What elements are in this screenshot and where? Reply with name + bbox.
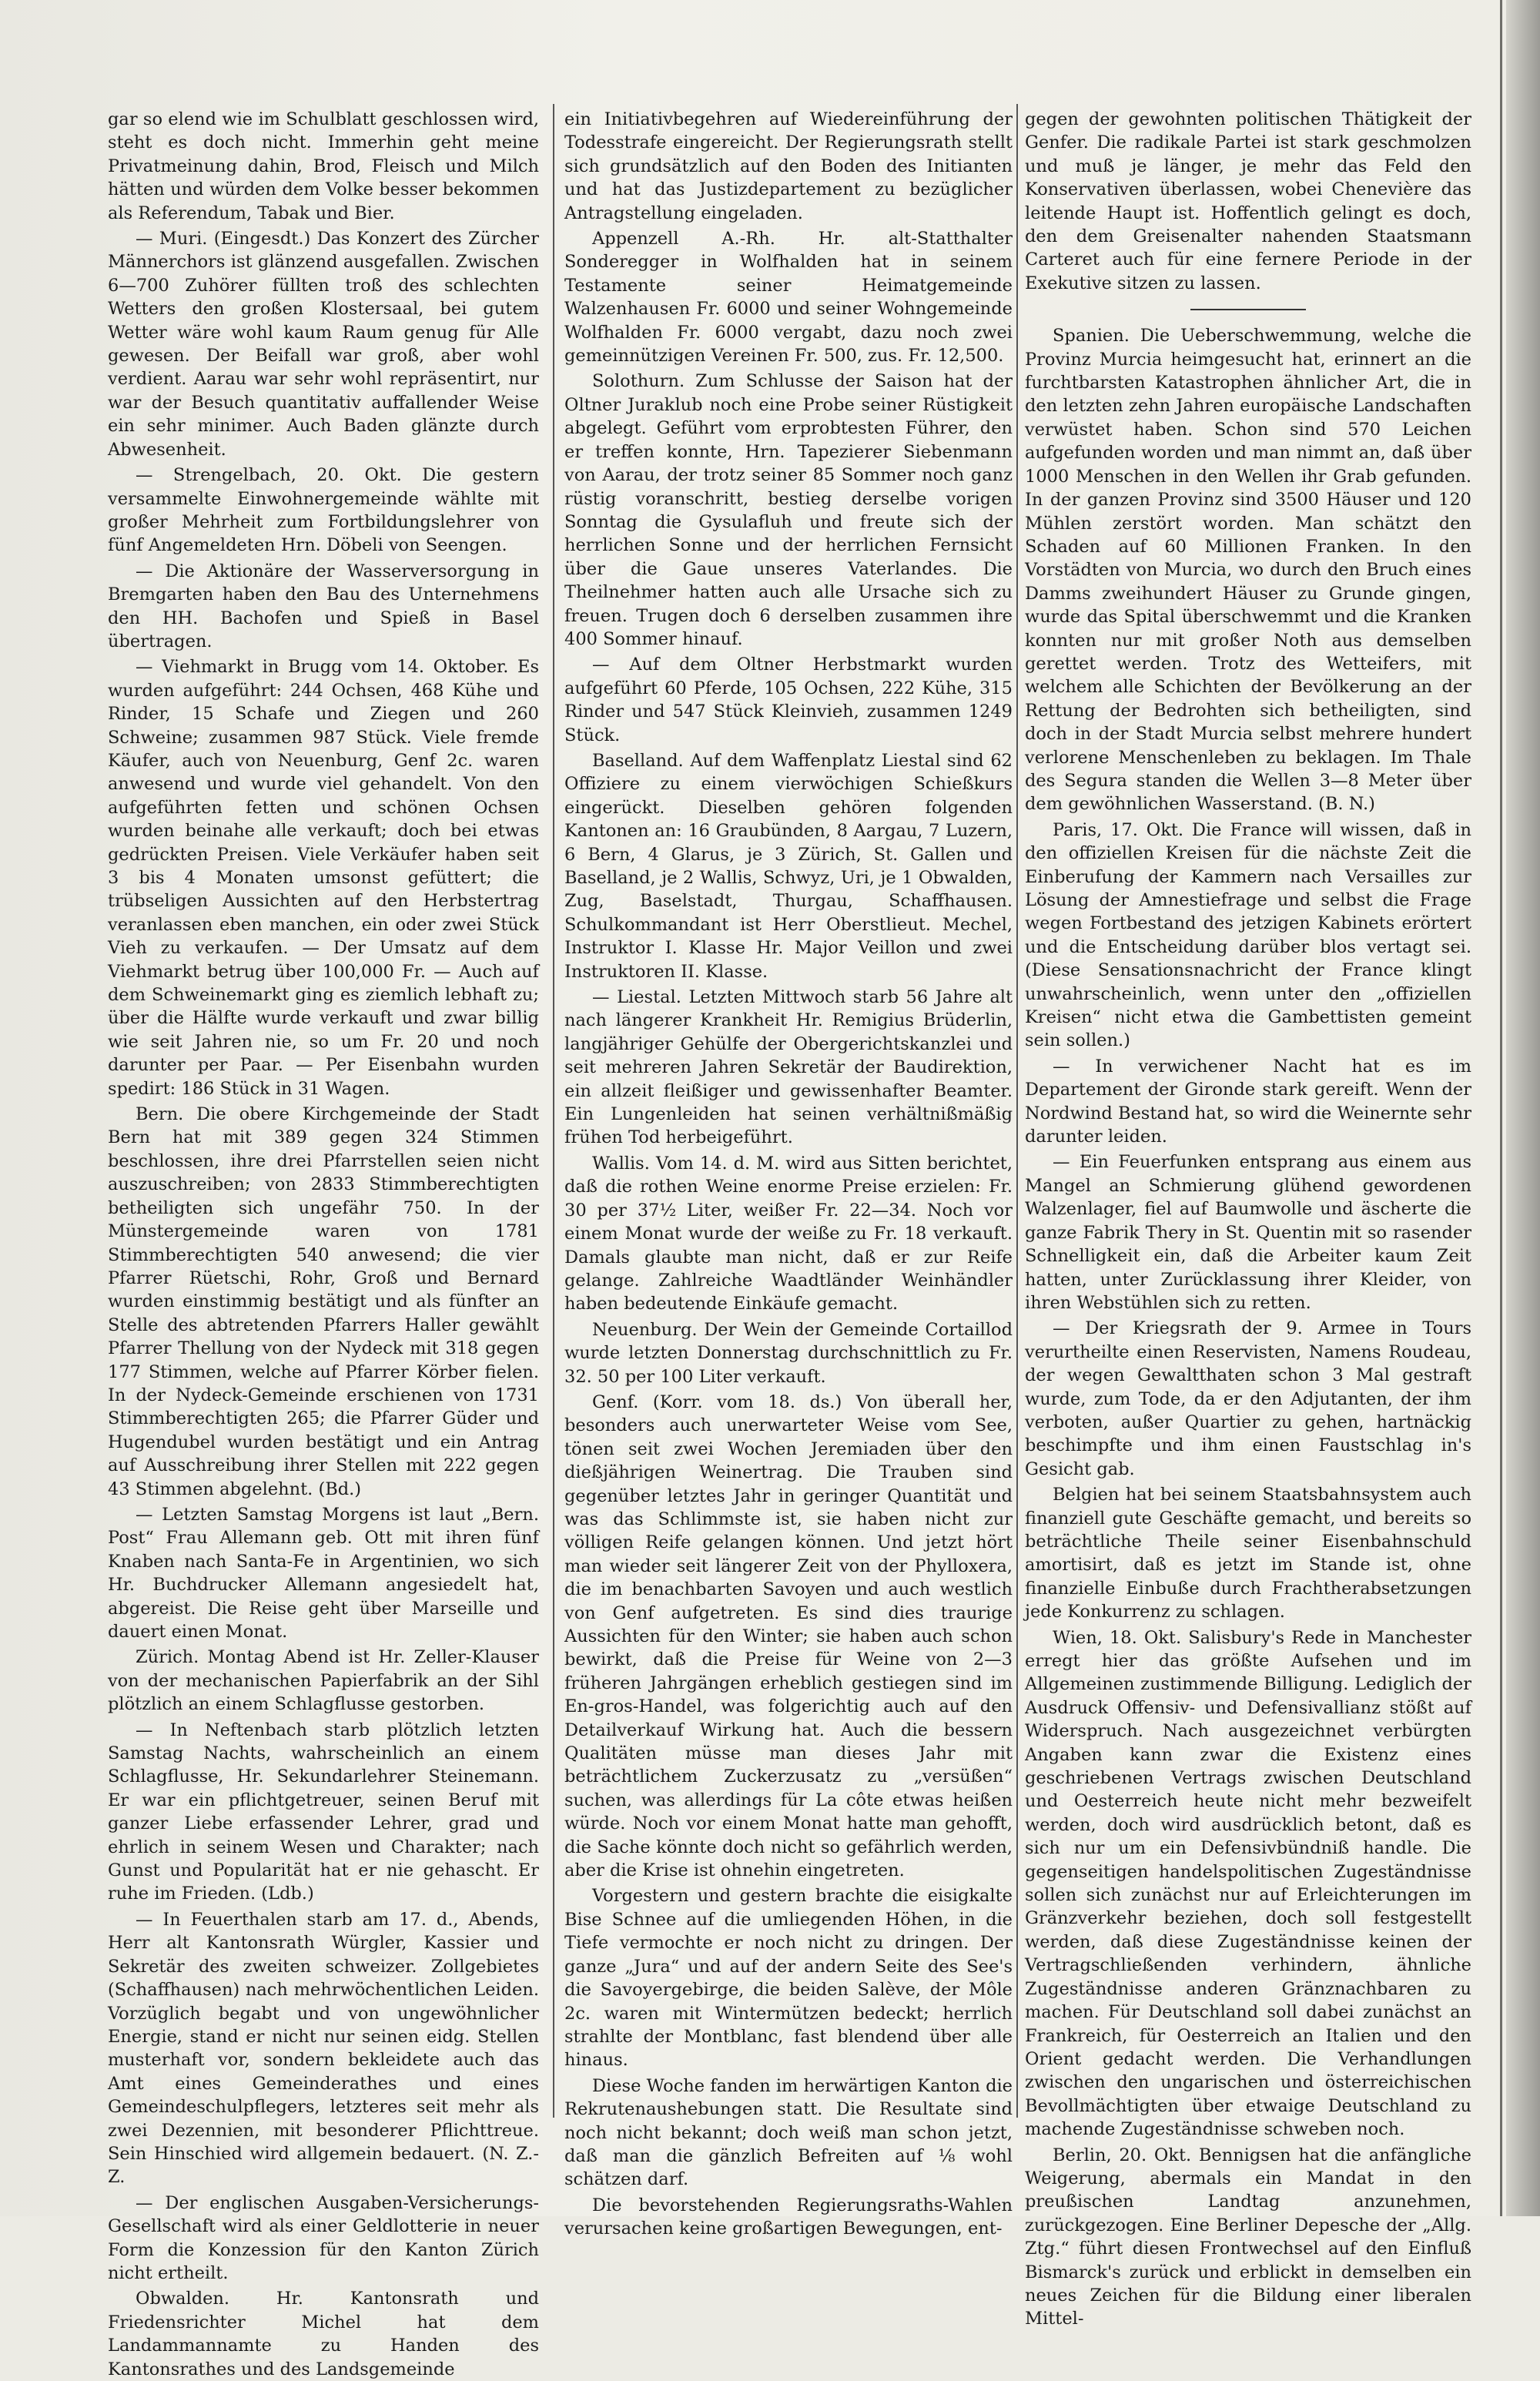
article-paragraph: Genf. (Korr. vom 18. ds.) Von überall her, besonders auch unerwarteter Weise vom See, tönen seit zwei Wochen Jeremiaden über den dießjährigen Weinertrag. Die Trauben sind gegenüber letztes Jahr in geringer Quantität und was das Schlimmste ist, sie haben nicht zur völligen Reife gelangen können. Und jetzt hört man wieder seit längerer Zeit von der Phylloxera, die im benachbarten Savoyen und auch westlich von Genf aufgetreten. Es sind dies traurige Aussichten für den Winter; sie haben auch schon bewirkt, daß die Preise für Weine von 2—3 früheren Jahrgängen erheblich gestiegen sind im En-gros-Handel, was folgerichtig auch auf den Detailverkauf Wirkung hat. Auch die bessern Qualitäten müsse man dieses Jahr mit beträchtlichem Zuckerzusatz zu „versüßen“ suchen, was allerdings für La côte etwas heißen würde. Noch vor einem Monat hatte man gehofft, die Sache könnte doch nicht so gefährlich werden, aber die Krise ist ohnehin eingetreten. <box>564 1391 1013 1881</box>
article-paragraph: Wallis. Vom 14. d. M. wird aus Sitten berichtet, daß die rothen Weine enorme Preise erzielen: Fr. 30 per 37½ Liter, weißer Fr. 22—34. Noch vor einem Monat wurde der weiße zu Fr. 18 verkauft. Damals glaubte man nicht, daß er zur Reife gelange. Zahlreiche Waadtländer Weinhändler haben bedeutende Einkäufe gemacht. <box>564 1153 1013 1314</box>
article-paragraph: — Strengelbach, 20. Okt. Die gestern versammelte Einwohnergemeinde wählte mit großer Mehrheit zum Fortbildungslehrer von fünf Angemeldeten Hrn. Döbeli von Seengen. <box>108 465 539 556</box>
article-paragraph: — Der englischen Ausgaben-Versicherungs-Gesellschaft wird als einer Geldlotterie in neuer Form die Konzession für den Kanton Zürich nicht ertheilt. <box>108 2192 539 2283</box>
column-3 <box>1025 108 1471 2329</box>
column-2 <box>564 108 1013 2239</box>
article-paragraph: Spanien. Die Ueberschwemmung, welche die Provinz Murcia heimgesucht hat, erinnert an die furchtbarsten Katastrophen ähnlicher Art, die in den letzten zehn Jahren europäische Landschaften verwüstet haben. Schon sind 570 Leichen aufgefunden worden und man nimmt an, daß über 1000 Menschen in den Wellen ihr Grab gefunden. In der ganzen Provinz sind 3500 Häuser und 120 Mühlen zerstört worden. Man schätzt den Schaden auf 60 Millionen Franken. In den Vorstädten von Murcia, wo durch den Bruch eines Damms zweihundert Häuser zu Grunde gingen, wurde das Spital überschwemmt und die Kranken konnten nur mit großer Noth aus demselben gerettet werden. Trotz des Wetteifers, mit welchem alle Schichten der Bevölkerung an der Rettung der Bedrohten sich betheiligten, sind doch in der Stadt Murcia selbst mehrere hundert verlorene Menschenleben zu beklagen. Im Thale des Segura standen die Wellen 3—8 Meter über dem gewöhnlichen Wasserstand. (B. N.) <box>1025 326 1471 815</box>
article-paragraph: — Letzten Samstag Morgens ist laut „Bern. Post“ Frau Allemann geb. Ott mit ihren fünf Knaben nach Santa-Fe in Argentinien, wo sich Hr. Buchdrucker Allemann angesiedelt hat, abgereist. Die Reise geht über Marseille und dauert einen Monat. <box>108 1504 539 1642</box>
article-paragraph: Neuenburg. Der Wein der Gemeinde Cortaillod wurde letzten Donnerstag durchschnittlich zu Fr. 32. 50 per 100 Liter verkauft. <box>564 1319 1013 1387</box>
article-paragraph: — Ein Feuerfunken entsprang aus einem aus Mangel an Schmierung glühend gewordenen Walzenlager, fiel auf Baumwolle und äscherte die ganze Fabrik Thery in St. Quentin mit so rasender Schnelligkeit ein, daß die Arbeiter kaum Zeit hatten, unter Zurücklassung ihrer Kleider, von ihren Webstühlen sich zu retten. <box>1025 1152 1471 1313</box>
article-paragraph: Vorgestern und gestern brachte die eisigkalte Bise Schnee auf die umliegenden Höhen, in die Tiefe vermochte er noch nicht zu dringen. Der ganze „Jura“ und auf der andern Seite des See's die Savoyergebirge, die beiden Salève, der Môle 2c. waren mit Wintermützen bedeckt; herrlich strahlte der Montblanc, fast blendend über alle hinaus. <box>564 1886 1013 2071</box>
page-edge-shadow <box>1506 0 1540 2216</box>
page-edge-line <box>1500 0 1502 2216</box>
article-paragraph: Paris, 17. Okt. Die France will wissen, daß in den offiziellen Kreisen für die nächste Zeit die Einberufung der Kammern nach Versailles zur Lösung der Amnestiefrage und selbst die Frage wegen Fortbestand des jetzigen Kabinets erörtert und die Entscheidung darüber blos vertagt sei. (Diese Sensationsnachricht der France klingt unwahrscheinlich, wenn unter den „offiziellen Kreisen“ nicht etwa die Gambettisten gemeint sein sollen.) <box>1025 819 1471 1051</box>
article-paragraph: Baselland. Auf dem Waffenplatz Liestal sind 62 Offiziere zu einem vierwöchigen Schießkurs eingerückt. Dieselben gehören folgenden Kantonen an: 16 Graubünden, 8 Aargau, 7 Luzern, 6 Bern, 4 Glarus, je 3 Zürich, St. Gallen und Baselland, je 2 Wallis, Schwyz, Uri, je 1 Obwalden, Zug, Baselstadt, Thurgau, Schaffhausen. Schulkommandant ist Herr Oberstlieut. Mechel, Instruktor I. Klasse Hr. Major Veillon und zwei Instruktoren II. Klasse. <box>564 750 1013 982</box>
article-paragraph: — In Feuerthalen starb am 17. d., Abends, Herr alt Kantonsrath Würgler, Kassier und Sekretär des zweiten schweizer. Zollgebietes (Schaffhausen) nach mehrwöchentlichen Leiden. Vorzüglich begabt und von ungewöhnlicher Energie, stand er nicht nur seinen eidg. Stellen musterhaft vor, sondern bekleidete auch das Amt eines Gemeinderathes und eines Gemeindeschulpflegers, letzteres seit mehr als zwei Dezennien, mit besonderer Pflichttreue. Sein Hinschied wird allgemein bedauert. (N. Z.-Z. <box>108 1909 539 2188</box>
column-1 <box>108 108 539 2379</box>
article-paragraph: gar so elend wie im Schulblatt geschlossen wird, steht es doch nicht. Immerhin geht meine Privatmeinung dahin, Brod, Fleisch und Milch hätten und würden dem Volke besser bekommen als Referendum, Tabak und Bier. <box>108 109 539 223</box>
column-divider <box>553 104 554 2118</box>
column-3-top <box>1025 108 1471 295</box>
article-paragraph: Solothurn. Zum Schlusse der Saison hat der Oltner Juraklub noch eine Probe seiner Rüstigkeit abgelegt. Geführt vom erprobtesten Führer, den er treffen konnte, Hrn. Tapezierer Siebenmann von Aarau, der trotz seiner 85 Sommer noch ganz rüstig voranschritt, bestieg derselbe vorigen Sonntag die Gysulafluh und freute sich der herrlichen Sonne und der herrlichen Fernsicht über die Gaue unseres Vaterlandes. Die Theilnehmer hatten auch alle Ursache sich zu freuen. Trugen doch 6 derselben zusammen ihre 400 Sommer hinauf. <box>564 371 1013 649</box>
article-paragraph: — Die Aktionäre der Wasserversorgung in Bremgarten haben den Bau des Unternehmens den HH. Bachofen und Spieß in Basel übertragen. <box>108 561 539 651</box>
article-paragraph: — Liestal. Letzten Mittwoch starb 56 Jahre alt nach längerer Krankheit Hr. Remigius Brüderlin, langjähriger Gehülfe der Obergerichtskanzlei und seit mehreren Jahren Sekretär der Baudirektion, ein allzeit fleißiger und gewissenhafter Beamter. Ein Lungenleiden hat seinen verhältnißmäßig frühen Tod herbeigeführt. <box>564 987 1013 1148</box>
article-paragraph: Wien, 18. Okt. Salisbury's Rede in Manchester erregt hier das größte Aufsehen und im Allgemeinen zustimmende Billigung. Lediglich der Ausdruck Offensiv- und Defensivallianz stößt auf Widerspruch. Nach ausgezeichnet verbürgten Angaben kann zwar die Existenz eines geschriebenen Vertrags zwischen Deutschland und Oesterreich heute nicht mehr bezweifelt werden, doch wird ausdrücklich betont, daß es sich nur um ein Defensivbündniß handle. Die gegenseitigen handelspolitischen Zugeständnisse sollen sich zunächst nur auf Erleichterungen im Gränzverkehr beziehen, doch soll festgestellt werden, daß diese Zugeständnisse keinen der Vertragschließenden verhindern, ähnliche Zugeständnisse anderen Gränznachbaren zu machen. Für Deutschland soll dabei zunächst an Frankreich, für Oesterreich an Italien und den Orient gedacht werden. Die Verhandlungen zwischen den ungarischen und österreichischen Bevollmächtigten über etwaige Deutschland zu machende Zugeständnisse schweben noch. <box>1025 1627 1471 2140</box>
article-paragraph: Die bevorstehenden Regierungsraths-Wahlen verursachen keine großartigen Bewegungen, ent- <box>564 2195 1013 2239</box>
article-paragraph: — Muri. (Eingesdt.) Das Konzert des Zürcher Männerchors ist glänzend ausgefallen. Zwischen 6—700 Zuhörer füllten troß des schlechten Wetters den großen Klostersaal, bei gutem Wetter wäre wohl kaum Raum genug für Alle gewesen. Der Beifall war groß, aber wohl verdient. Aarau war sehr wohl repräsentirt, nur war der Besuch quantitativ auffallender Weise ein sehr minimer. Auch Baden glänzte durch Abwesenheit. <box>108 229 539 460</box>
article-paragraph: — In verwichener Nacht hat es im Departement der Gironde stark gereift. Wenn der Nordwind Bestand hat, so wird die Weinernte sehr darunter leiden. <box>1025 1056 1471 1147</box>
article-paragraph: — In Neftenbach starb plötzlich letzten Samstag Nachts, wahrscheinlich an einem Schlagflusse, Hr. Sekundarlehrer Steinemann. Er war ein pflichtgetreuer, seinen Beruf mit ganzer Liebe erfassender Lehrer, grad und ehrlich in seinem Wesen und Charakter; nach Gunst und Popularität hat er nie gehascht. Er ruhe im Frieden. (Ldb.) <box>108 1720 539 1904</box>
article-paragraph: Diese Woche fanden im herwärtigen Kanton die Rekrutenaushebungen statt. Die Resultate sind noch nicht bekannt; doch weiß man schon jetzt, daß man die gänzlich Befreiten auf ⅛ wohl schätzen darf. <box>564 2075 1013 2190</box>
article-paragraph: Appenzell A.-Rh. Hr. alt-Statthalter Sonderegger in Wolfhalden hat in seinem Testamente seiner Heimatgemeinde Walzenhausen Fr. 6000 und seiner Wohngemeinde Wolfhalden Fr. 6000 vergabt, dazu noch zwei gemeinnützigen Vereinen Fr. 500, zus. Fr. 12,500. <box>564 229 1013 367</box>
article-paragraph: — Der Kriegsrath der 9. Armee in Tours verurtheilte einen Reservisten, Namens Roudeau, der wegen Gewaltthaten schon 3 Mal gestraft wurde, zum Tode, da er den Adjutanten, der ihm verboten, außer Quartier zu gehen, hartnäckig beschimpfte und ihm einen Faustschlag in's Gesicht gab. <box>1025 1318 1471 1479</box>
column-divider <box>1016 104 1018 2118</box>
article-paragraph: Berlin, 20. Okt. Bennigsen hat die anfängliche Weigerung, abermals ein Mandat in den preußischen Landtag anzunehmen, zurückgezogen. Eine Berliner Depesche der „Allg. Ztg.“ führt diesen Frontwechsel auf den Einfluß Bismarck's zurück und erblickt in demselben ein neues Zeichen für die Bildung einer liberalen Mittel- <box>1025 2145 1471 2329</box>
article-paragraph: Obwalden. Hr. Kantonsrath und Friedensrichter Michel hat dem Landammannamte zu Handen des Kantonsrathes und des Landsgemeinde <box>108 2289 539 2379</box>
column-3-bottom <box>1025 324 1471 2331</box>
section-separator <box>1190 309 1306 310</box>
article-paragraph: Bern. Die obere Kirchgemeinde der Stadt Bern hat mit 389 gegen 324 Stimmen beschlossen, ihre drei Pfarrstellen seien nicht auszuschreiben; von 2833 Stimmberechtigten betheiligten sich ungefähr 750. In der Münstergemeinde waren von 1781 Stimmberechtigten 540 anwesend; die vier Pfarrer Rüetschi, Rohr, Groß und Bernard wurden einstimmig bestätigt und als fünfter an Stelle des abtretenden Pfarrers Haller gewählt Pfarrer Thellung von der Nydeck mit 318 gegen 177 Stimmen, welche auf Pfarrer Körber fielen. In der Nydeck-Gemeinde erschienen von 1731 Stimmberechtigten 265; die Pfarrer Güder und Hugendubel wurden bestätigt und ein Antrag auf Ausschreibung ihrer Stellen mit 222 gegen 43 Stimmen abgelehnt. (Bd.) <box>108 1104 539 1499</box>
article-paragraph: gegen der gewohnten politischen Thätigkeit der Genfer. Die radikale Partei ist stark geschmolzen und muß je länger, je mehr das Feld den Konservativen überlassen, wobei Chenevière das leitende Haupt ist. Hoffentlich gelingt es doch, den dem Greisenalter nahenden Staatsmann Carteret auch für eine fernere Periode in der Exekutive sitzen zu lassen. <box>1025 109 1471 293</box>
article-paragraph: Belgien hat bei seinem Staatsbahnsystem auch finanziell gute Geschäfte gemacht, und bereits so beträchtliche Theile seiner Eisenbahnschuld amortisirt, daß es jetzt im Stande ist, ohne finanzielle Einbuße durch Frachtherabsetzungen jede Konkurrenz zu schlagen. <box>1025 1485 1471 1622</box>
article-paragraph: — Viehmarkt in Brugg vom 14. Oktober. Es wurden aufgeführt: 244 Ochsen, 468 Kühe und Rinder, 15 Schafe und Ziegen und 260 Schweine; zusammen 987 Stück. Viele fremde Käufer, auch von Neuenburg, Genf 2c. waren anwesend und wurde viel gehandelt. Von den aufgeführten fetten und schönen Ochsen wurden beinahe alle verkauft; doch bei etwas gedrückten Preisen. Viele Verkäufer haben seit 3 bis 4 Monaten umsonst gefüttert; die trübseligen Aussichten auf den Herbstertrag veranlassen eben manchen, ein oder zwei Stück Vieh zu verkaufen. — Der Umsatz auf dem Viehmarkt betrug über 100,000 Fr. — Auch auf dem Schweinemarkt ging es ziemlich lebhaft zu; über die Hälfte wurde verkauft und zwar billig wie seit Jahren nie, so um Fr. 20 und noch darunter per Paar. — Per Eisenbahn wurden spedirt: 186 Stück in 31 Wagen. <box>108 657 539 1099</box>
article-paragraph: ein Initiativbegehren auf Wiedereinführung der Todesstrafe eingereicht. Der Regierungsrath stellt sich grundsätzlich auf den Boden des Initianten und hat das Justizdepartement zu bezüglicher Antragstellung eingeladen. <box>564 109 1013 223</box>
article-paragraph: — Auf dem Oltner Herbstmarkt wurden aufgeführt 60 Pferde, 105 Ochsen, 222 Kühe, 315 Rinder und 547 Stück Kleinvieh, zusammen 1249 Stück. <box>564 655 1013 745</box>
article-paragraph: Zürich. Montag Abend ist Hr. Zeller-Klauser von der mechanischen Papierfabrik an der Sihl plötzlich an einem Schlagflusse gestorben. <box>108 1647 539 1715</box>
